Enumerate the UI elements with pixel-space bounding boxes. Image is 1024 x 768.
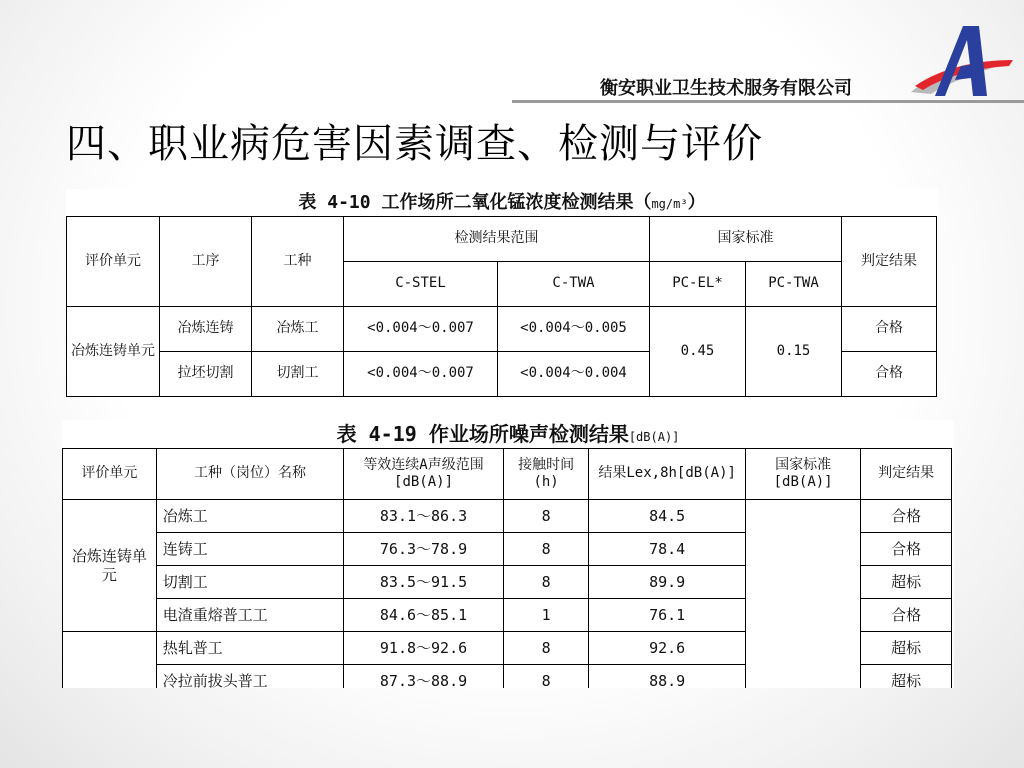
- c-stel-cell: <0.004～0.007: [344, 307, 498, 352]
- verdict-cell: 超标: [861, 566, 952, 599]
- table1-caption-unit: mg/m³: [651, 197, 688, 211]
- verdict-cell: 合格: [861, 533, 952, 566]
- header-standard-group: 国家标准: [650, 217, 842, 262]
- table-row: [63, 500, 952, 533]
- range-cell: 76.3～78.9: [344, 533, 504, 566]
- noise-table-block: [62, 420, 954, 688]
- table1-caption: [66, 189, 938, 216]
- header-job: 工种（岗位）名称: [156, 449, 343, 500]
- time-cell: 8: [503, 566, 589, 599]
- c-stel-cell: <0.004～0.007: [344, 352, 498, 397]
- table2-caption: [62, 420, 954, 448]
- time-cell: 1: [503, 599, 589, 632]
- header-unit: 评价单元: [67, 217, 160, 307]
- c-twa-cell: <0.004～0.004: [498, 352, 650, 397]
- job-cell: 冶炼工: [252, 307, 344, 352]
- header-verdict: 判定结果: [842, 217, 937, 307]
- job-cell: 冶炼工: [156, 500, 343, 533]
- header-unit: 评价单元: [63, 449, 157, 500]
- unit-cell: 冶炼连铸单元: [63, 500, 157, 632]
- range-cell: 84.6～85.1: [344, 599, 504, 632]
- time-cell: 8: [503, 533, 589, 566]
- header-time: 接触时间(h): [503, 449, 589, 500]
- result-cell: 92.6: [589, 632, 746, 665]
- job-cell: 电渣重熔普工工: [156, 599, 343, 632]
- table1-caption-end: ）: [687, 192, 706, 213]
- verdict-cell: 合格: [861, 599, 952, 632]
- unit-cell: 冶炼连铸单元: [67, 307, 160, 397]
- result-cell: 76.1: [589, 599, 746, 632]
- header-process: 工序: [160, 217, 252, 307]
- table-row: [67, 307, 937, 352]
- unit-cell-empty: [63, 632, 157, 689]
- table2-caption-text: 表 4-19 作业场所噪声检测结果: [336, 422, 629, 446]
- range-cell: 83.1～86.3: [344, 500, 504, 533]
- job-cell: 热轧普工: [156, 632, 343, 665]
- header-result: 结果Lex,8h[dB(A)]: [589, 449, 746, 500]
- header-pc-el: PC-EL*: [650, 262, 746, 307]
- header-c-twa: C-TWA: [498, 262, 650, 307]
- job-cell: 连铸工: [156, 533, 343, 566]
- job-cell: 切割工: [156, 566, 343, 599]
- result-cell: 88.9: [589, 665, 746, 689]
- verdict-cell: 超标: [861, 632, 952, 665]
- job-cell: 切割工: [252, 352, 344, 397]
- header-standard: 国家标准[dB(A)]: [745, 449, 860, 500]
- header-range: 等效连续A声级范围[dB(A)]: [344, 449, 504, 500]
- header-range-group: 检测结果范围: [344, 217, 650, 262]
- verdict-cell: 合格: [842, 352, 937, 397]
- table1-caption-text: 表 4-10 工作场所二氧化锰浓度检测结果（: [298, 192, 652, 213]
- result-cell: 78.4: [589, 533, 746, 566]
- c-twa-cell: <0.004～0.005: [498, 307, 650, 352]
- header-job: 工种: [252, 217, 344, 307]
- result-cell: 84.5: [589, 500, 746, 533]
- time-cell: 8: [503, 665, 589, 689]
- process-cell: 冶炼连铸: [160, 307, 252, 352]
- process-cell: 拉坯切割: [160, 352, 252, 397]
- company-logo-icon: [905, 20, 1015, 102]
- job-cell: 冷拉前拔头普工: [156, 665, 343, 689]
- manganese-table: [66, 216, 937, 397]
- slide-title: 四、职业病危害因素调查、检测与评价: [66, 121, 763, 167]
- verdict-cell: 合格: [861, 500, 952, 533]
- time-cell: 8: [503, 500, 589, 533]
- manganese-table-block: [66, 189, 938, 397]
- header-pc-twa: PC-TWA: [746, 262, 842, 307]
- result-cell: 89.9: [589, 566, 746, 599]
- range-cell: 91.8～92.6: [344, 632, 504, 665]
- range-cell: 87.3～88.9: [344, 665, 504, 689]
- header-verdict: 判定结果: [861, 449, 952, 500]
- noise-table: [62, 448, 952, 688]
- verdict-cell: 合格: [842, 307, 937, 352]
- table2-caption-unit: [dB(A)]: [628, 430, 680, 444]
- pc-twa-cell: 0.15: [746, 307, 842, 397]
- header-c-stel: C-STEL: [344, 262, 498, 307]
- time-cell: 8: [503, 632, 589, 665]
- company-name: 衡安职业卫生技术服务有限公司: [600, 78, 852, 99]
- standard-cell: [745, 500, 860, 689]
- pc-el-cell: 0.45: [650, 307, 746, 397]
- range-cell: 83.5～91.5: [344, 566, 504, 599]
- verdict-cell: 超标: [861, 665, 952, 689]
